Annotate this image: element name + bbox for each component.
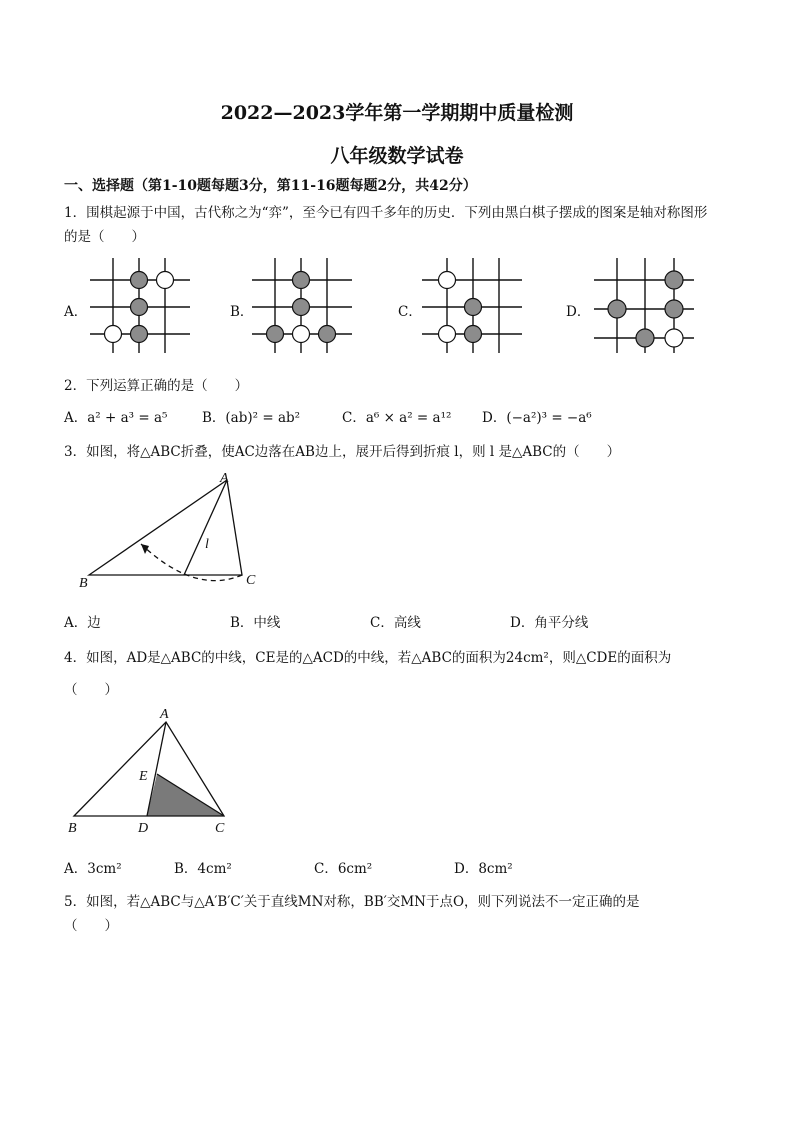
q5-stem-2: （ ）: [64, 918, 118, 934]
q4-label-a: A: [160, 707, 169, 722]
q3-option-d: D．角平分线: [510, 615, 589, 631]
q1-option-b-label: B．: [230, 304, 254, 320]
q3-fold-figure: [75, 470, 275, 595]
q3-option-a: A．边: [64, 615, 101, 631]
section-heading: 一、选择题（第1-10题每题3分，第11-16题每题2分，共42分）: [64, 178, 477, 194]
q2-option-d: D．(−a²)³ = −a⁶: [482, 410, 592, 426]
q2-option-a: A．a² + a³ = a⁵: [64, 410, 168, 426]
q4-label-e: E: [139, 769, 148, 784]
q1-stem-line2: 的是（ ）: [64, 229, 145, 245]
q1-option-d-label: D．: [566, 304, 591, 320]
q4-label-d: D: [138, 821, 149, 836]
fold-arrow-icon: [141, 544, 149, 554]
q5-stem: 5．如图，若△ABC与△A′B′C′关于直线MN对称，BB′交MN于点O，则下列说法不一定正确的是: [64, 894, 640, 910]
go-board-d: [594, 258, 694, 353]
q1-option-c-label: C．: [398, 304, 422, 320]
q3-label-c: C: [246, 573, 256, 588]
q1-option-a-label: A．: [64, 304, 88, 320]
go-board-a: [90, 258, 190, 353]
page-subtitle: 八年级数学试卷: [330, 145, 464, 167]
q1-stem-line1: 1．围棋起源于中国，古代称之为“弈”，至今已有四千多年的历史．下列由黑白棋子摆成的图案是轴对称图形: [64, 205, 708, 221]
shaded-triangle-cde: [147, 774, 224, 816]
q4-label-b: B: [68, 821, 77, 836]
page-title: 2022—2023学年第一学期期中质量检测: [220, 102, 574, 124]
q4-stem: 4．如图，AD是△ABC的中线，CE是的△ACD的中线，若△ABC的面积为24cm²，则△CDE的面积为: [64, 650, 672, 666]
q4-option-d: D．8cm²: [454, 861, 513, 877]
q2-option-c: C．a⁶ × a² = a¹²: [342, 410, 452, 426]
q4-option-a: A．3cm²: [64, 861, 122, 877]
q2-option-b: B．(ab)² = ab²: [202, 410, 301, 426]
q3-label-a: A: [220, 471, 229, 486]
q4-option-b: B．4cm²: [174, 861, 232, 877]
q3-label-l: l: [205, 537, 209, 552]
q4-stem-2: （ ）: [64, 682, 118, 698]
q3-label-b: B: [79, 576, 88, 591]
q4-label-c: C: [215, 821, 225, 836]
q4-option-c: C．6cm²: [314, 861, 373, 877]
q3-option-c: C．高线: [370, 615, 421, 631]
q3-option-b: B．中线: [230, 615, 281, 631]
q4-triangle-figure: [62, 702, 242, 837]
go-board-c: [422, 258, 522, 353]
q3-stem: 3．如图，将△ABC折叠，使AC边落在AB边上，展开后得到折痕 l，则 l 是△ABC的（ ）: [64, 444, 621, 460]
q2-stem: 2．下列运算正确的是（ ）: [64, 378, 249, 394]
go-board-b: [252, 258, 352, 353]
